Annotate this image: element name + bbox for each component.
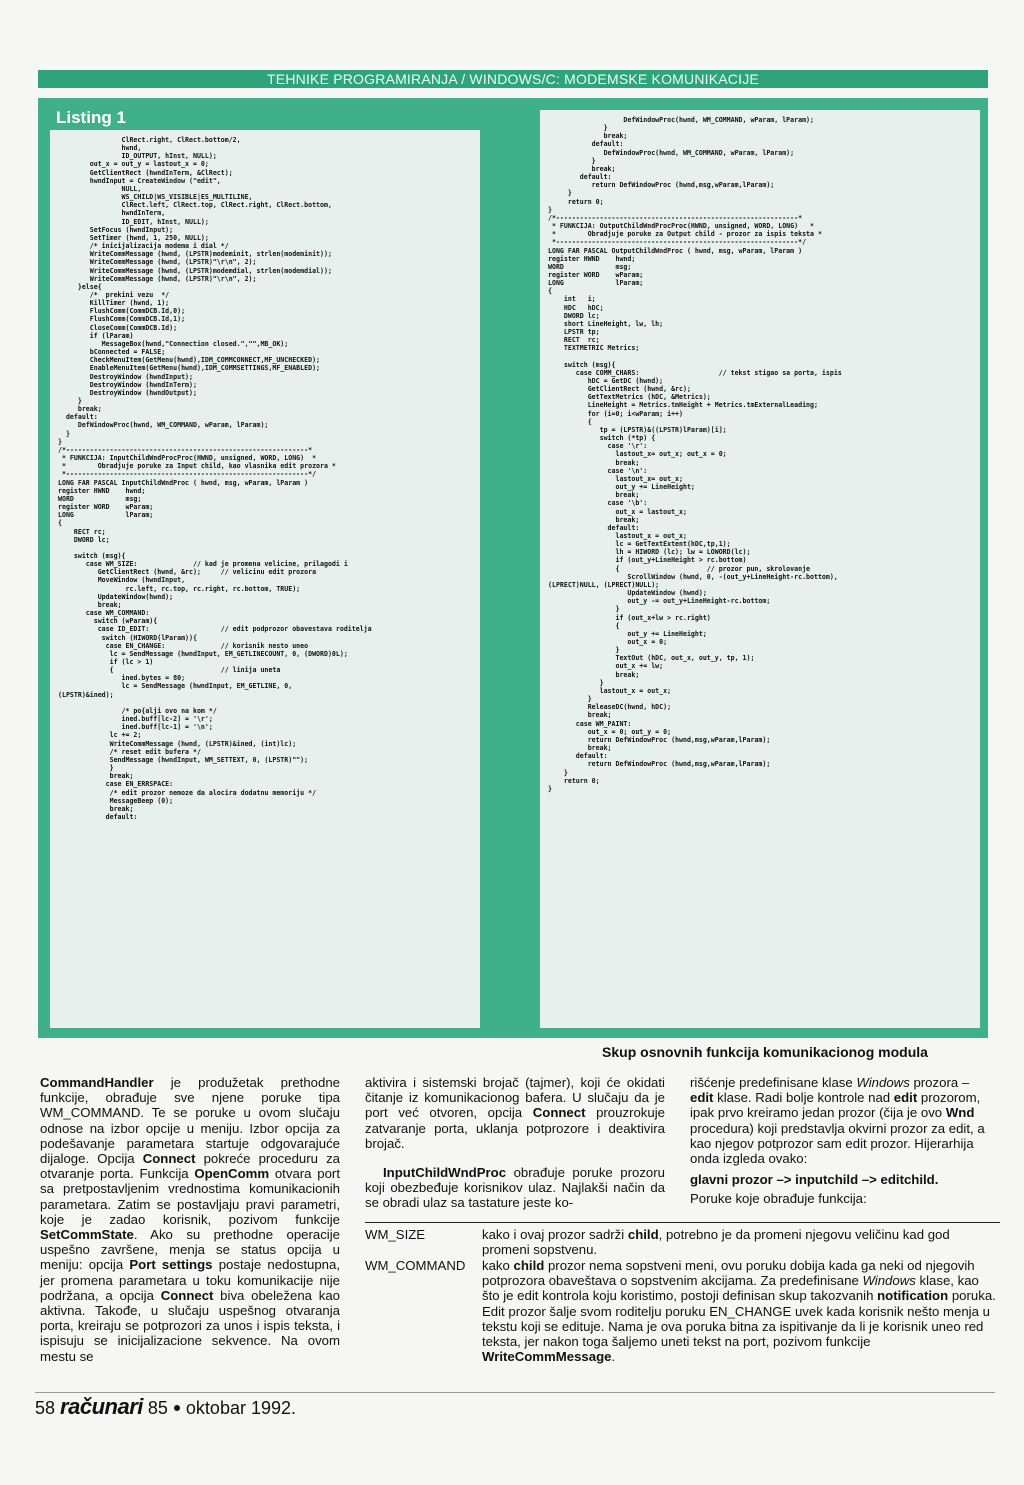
section-header: TEHNIKE PROGRAMIRANJA / WINDOWS/C: MODEMSKE KOMUNIKACIJE [38, 70, 988, 88]
term-setcommstate: SetCommState [40, 1227, 134, 1243]
text: prozorom, ipak prvo kreiramo jedan prozor (čija je ovo [690, 1090, 981, 1121]
text: rišćenje predefinisane klase [690, 1075, 857, 1090]
text: procedura) koji predstavlja okvirni prozor za edit, a kao njegov potprozor sam edit prozor. Hijerarhija onda izgleda ovako: [690, 1120, 985, 1167]
text: klase, kao što je edit kontrola koju koristimo, postoji definisan skup takozvanih [482, 1273, 979, 1304]
listing-caption: Skup osnovnih funkcija komunikacionog modula [602, 1044, 928, 1060]
text: otvara port sa pretpostavljenim vrednostima komunikacionih parametara. Zatim se postavljaju pravi parametri, koje je zadao korisnik, pozivom funkcije [40, 1166, 340, 1227]
definition-term: WM_SIZE [365, 1227, 426, 1242]
text: je produžetak prethodne funkcije, obrađuje sve njene poruke tipa WM_COMMAND. Te se poruke u ovom slučaju odnose na izbor opcije u meniju. Izbor opcija za podešavanje parametara startuje odgovarajuće dijaloge. Opcija [40, 1075, 340, 1167]
page-footer [35, 1394, 296, 1420]
term-edit: edit [690, 1090, 714, 1106]
paragraph [365, 1165, 665, 1211]
text: poruka. Edit prozor šalje svom roditelju poruku EN_CHANGE uvek kada korisnik nešto menja u tekstu koji se edituje. Nama je ova poruka bitna za ispitivanje da li je korisnik uneo red teksta, jer nakon toga šaljemo uneti tekst na port, pozivom funkcije [482, 1288, 996, 1350]
article-column-2 [365, 1075, 665, 1217]
code-listing-right: DefWindowProc(hwnd, WM_COMMAND, wParam, lParam); } break; default: DefWindowProc(hwnd, WM_COMMAND, wParam, lParam); } break; default: return DefWindowProc (hwnd,msg,wParam,lParam); } return 0; } /*-------------------------------------------------------------* * FUNKCIJA: OutputChildWndProcProc(HWND, unsigned, WORD, LONG) * * Obradjuje poruke za Output child - prozor za ispis teksta * *-------------------------------------------------------------*/ LONG FAR PASCAL OutputChildWndProc ( hwnd, msg, wParam, lParam ) register HWND hwnd; WORD msg; register WORD wParam; LONG lParam; { int i; HDC hDC; DWORD lc; short LineHeight, lw, lh; LPSTR tp; RECT rc; TEXTMETRIC Metrics; switch (msg){ case COMM_CHARS: // tekst stigao sa porta, ispis hDC = GetDC (hwnd); GetClientRect (hwnd, &rc); GetTextMetrics (hDC, &Metrics); LineHeight = Metrics.tmHeight + Metrics.tmExternalLeading; for (i=0; i<wParam; i++) { tp = (LPSTR)&((LPSTR)lParam)[i]; switch (*tp) { case '\r': lastout_x= out_x; out_x = 0; break; case '\n': lastout_x= out_x; out_y += LineHeight; break; case '\b': out_x = lastout_x; break; default: lastout_x = out_x; lc = GetTextExtent(hDC,tp,1); lh = HIWORD (lc); lw = LOWORD(lc); if (out_y+LineHeight > rc.bottom) { // prozor pun, skrolovanje ScrollWindow (hwnd, 0, -(out_y+LineHeight-rc.bottom), (LPRECT)NULL, (LPRECT)NULL); UpdateWindow (hwnd); out_y -= out_y+LineHeight-rc.bottom; } if (out_x+lw > rc.right) { out_y += LineHeight; out_x = 0; } TextOut (hDC, out_x, out_y, tp, 1); out_x += lw; break; } lastout_x = out_x; } ReleaseDC(hwnd, hDC); break; case WM_PAINT: out_x = 0; out_y = 0; return DefWindowProc (hwnd,msg,wParam,lParam); break; default: return DefWindowProc (hwnd,msg,wParam,lParam); } return 0; } [548, 116, 842, 793]
code-listing-left: ClRect.right, ClRect.bottom/2, hwnd, ID_OUTPUT, hInst, NULL); out_x = out_y = lastout_x = 0; GetClientRect (hwndInTerm, &ClRect); hwndInput = CreateWindow ("edit", NULL, WS_CHILD|WS_VISIBLE|ES_MULTILINE, ClRect.left, ClRect.top, ClRect.right, ClRect.bottom, hwndInTerm, ID_EDIT, hInst, NULL); SetFocus (hwndInput); SetTimer (hwnd, 1, 250, NULL); /* inicijalizacija modema i dial */ WriteCommMessage (hwnd, (LPSTR)modeminit, strlen(modeminit)); WriteCommMessage (hwnd, (LPSTR)"\r\n", 2); WriteCommMessage (hwnd, (LPSTR)modemdial, strlen(modemdial)); WriteCommMessage (hwnd, (LPSTR)"\r\n", 2); }else{ /* prekini vezu */ KillTimer (hwnd, 1); FlushComm(CommDCB.Id,0); FlushComm(CommDCB.Id,1); CloseComm(CommDCB.Id); if (lParam) MessageBox(hwnd,"Connection closed.","",MB_OK); bConnected = FALSE; CheckMenuItem(GetMenu(hwnd),IDM_COMMCONNECT,MF_UNCHECKED); EnableMenuItem(GetMenu(hwnd),IDM_COMMSETTINGS,MF_ENABLED); DestroyWindow (hwndInput); DestroyWindow (hwndInTerm); DestroyWindow (hwndOutput); } break; default: DefWindowProc(hwnd, WM_COMMAND, wParam, lParam); } } /*-------------------------------------------------------------* * FUNKCIJA: InputChildWndProcProc(HWND, unsigned, WORD, LONG) * * Obradjuje poruke za Input child, kao vlasnika edit prozora * *-------------------------------------------------------------*/ LONG FAR PASCAL InputChildWndProc ( hwnd, msg, wParam, lParam ) register HWND hwnd; WORD msg; register WORD wParam; LONG lParam; { RECT rc; DWORD lc; switch (msg){ case WM_SIZE: // kad je promena velicine, prilagodi i GetClientRect (hwnd, &rc); // velicinu edit prozora MoveWindow (hwndInput, rc.left, rc.top, rc.right, rc.bottom, TRUE); UpdateWindow(hwnd); break; case WM_COMMAND: switch (wParam){ case ID_EDIT: // edit podprozor obavestava roditelja switch (HIWORD(lParam)){ case EN_CHANGE: // korisnik nesto uneo lc = SendMessage (hwndInput, EM_GETLINECOUNT, 0, (DWORD)0L); if (lc > 1) { // linija uneta ined.bytes = 80; lc = SendMessage (hwndInput, EM_GETLINE, 0, (LPSTR)&ined); /* po{alji ovo na kom */ ined.buff[lc-2] = '\r'; ined.buff[lc-1] = '\n'; lc += 2; WriteCommMessage (hwnd, (LPSTR)&ined, (int)lc); /* reset edit bufera */ SendMessage (hwndInput, WM_SETTEXT, 0, (LPSTR)""); } break; case EN_ERRSPACE: /* edit prozor nemoze da alocira dodatnu memoriju */ MessageBeep (0); break; default: [58, 136, 372, 821]
text: . Ako su prethodne operacije uspešno završene, menja se status opcija u meniju: opcija [40, 1227, 340, 1273]
text: prozor nema sopstveni meni, ovu poruku dobija kada ga neki od njegovih potprozora obaveštava o sopstvenim akcijama. Za predefinisane [482, 1258, 975, 1289]
term-windows: Windows [862, 1273, 916, 1289]
text: . [611, 1349, 616, 1365]
term-writecommmessage: WriteCommMessage [482, 1349, 612, 1365]
text: pokreće proceduru za otvaranje porta. Funkcija [40, 1151, 340, 1182]
listing-title: Listing 1 [56, 108, 126, 127]
text: biva obeležena kao aktivna. Takođe, u slučaju uspešnog otvaranja porta, kreiraju se potprozori za unos i ispis teksta, i ispisuju se inicijalizacione sekvence. Na ovom mestu se [40, 1287, 340, 1364]
term-child: child [513, 1258, 545, 1273]
page-number: 58 [35, 1398, 56, 1418]
text: , potrebno je da promeni njegovu veličinu kad god promeni sopstvenu. [482, 1227, 950, 1258]
footer-rule [35, 1392, 995, 1393]
issue-date: oktobar 1992. [185, 1398, 297, 1418]
term-wnd: Wnd [945, 1105, 975, 1121]
definition-text [482, 1227, 1000, 1257]
term-port-settings: Port settings [129, 1257, 213, 1273]
text: postaje nedostupna, jer promena parametara u toku komunikacije nije podržana, a opcija [40, 1257, 341, 1303]
definition-rule [365, 1222, 1000, 1223]
text: prouzrokuje zatvaranje porta, uklanja potprozore i deaktivira brojač. [365, 1105, 665, 1151]
term-connect: Connect [160, 1287, 214, 1303]
paragraph [690, 1075, 990, 1166]
text: prozora – [909, 1075, 970, 1090]
code-panel-left [50, 130, 480, 1028]
messages-intro: Poruke koje obrađuje funkcija: [690, 1191, 867, 1207]
term-windows: Windows [856, 1075, 910, 1090]
term-edit: edit [893, 1090, 918, 1106]
article-column-3 [690, 1075, 990, 1207]
issue-number: 85 [147, 1398, 168, 1418]
text: klase. Radi bolje kontrole nad [713, 1090, 894, 1106]
text: aktivira i sistemski brojač (tajmer), koji će okidati čitanje iz komunikacionog bafera. U slučaju da je port već otvoren, opcija [365, 1075, 665, 1121]
bullet-icon [174, 1405, 180, 1411]
term-child: child [627, 1227, 659, 1242]
term-notification: notification [877, 1288, 949, 1304]
term-connect: Connect [532, 1105, 586, 1121]
paragraph [40, 1075, 340, 1364]
definition-term: WM_COMMAND [365, 1258, 466, 1273]
term-connect: Connect [142, 1151, 196, 1167]
paragraph [365, 1075, 665, 1151]
definition-text [482, 1258, 1000, 1364]
term-opencomm: OpenComm [194, 1166, 270, 1182]
text: obrađuje poruke prozoru koji obezbeđuje korisnikov ulaz. Najlakši način da se obradi ulaz sa tastature jeste ko- [365, 1165, 665, 1211]
magazine-logo: računari [60, 1394, 143, 1419]
code-panel-right [540, 110, 980, 1028]
window-hierarchy: glavni prozor –> inputchild –> editchild. [690, 1172, 939, 1188]
term-commandhandler: CommandHandler [40, 1075, 154, 1090]
article-column-1 [40, 1075, 340, 1370]
text: kako [482, 1258, 514, 1273]
term-inputchildwndproc: InputChildWndProc [383, 1165, 507, 1181]
text: kako i ovaj prozor sadrži [482, 1227, 628, 1242]
